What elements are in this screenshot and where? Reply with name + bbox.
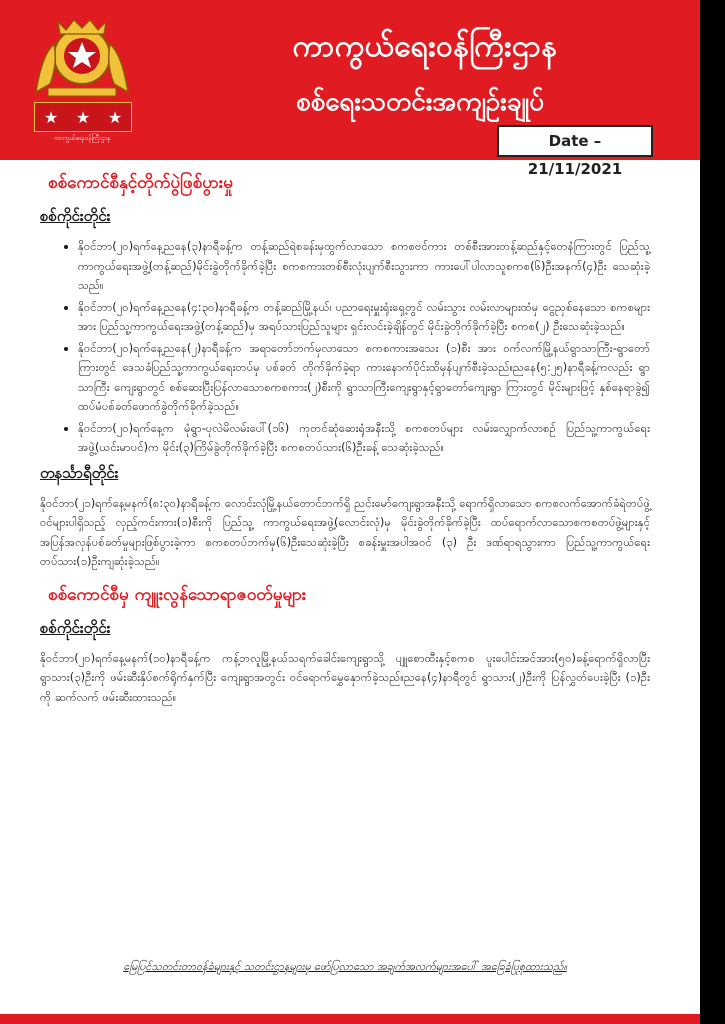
date-badge: Date – 21/11/2021 (497, 125, 653, 157)
sagaing-clash-list (40, 237, 650, 458)
source-disclaimer: မြေပြင်သတင်းတာဝန်ခံများနှင့် သတင်းဌာနများမှ ဖော်ပြလာသော အချက်အလက်များအပေါ် အခြေခံပြုစုထားသည်။ (123, 960, 567, 973)
bulletin-body (40, 172, 650, 719)
header-banner (0, 0, 700, 178)
list-item: • နိုဝင်ဘာ(၂၀)ရက်နေ့ညနေ(၃)နာရီခန့်က တန့်ဆည်ရဲစခန်းမှထွက်လာသော စကစဗင်ကား တစ်စီးအားတန့်ဆည်နှင့်တေနံကြားတွင် ပြည်သူ့ကာကွယ်ရေးအဖွဲ့(တန့်ဆည်)မိုင်းခွဲတိုက်ခိုက်ခဲ့ပြီး စကစကားတစ်စီးလုံးပျက်စီးသွားကာ ကားပေါ်ပါလာသူစကစ(၆)ဦးအနက်(၄)ဦး သေဆုံးခဲ့သည်။ (78, 237, 650, 296)
star-icon: ★ (75, 107, 91, 127)
logo-caption: ကာကွယ်ရေးဝန်ကြီးဌာန (53, 134, 111, 142)
sagaing-crimes-paragraph: နိုဝင်ဘာ(၂၀)ရက်နေ့မနက်(၁၀)နာရီခန့်က ကန့်ဘလူမြို့နယ်သရက်ခေါင်းကျေးရွာသို့ ပျူစောထီးနှင့်စကစ ပူးပေါင်းအင်အား(၅၀)ခန့်ရောက်ရှိလာပြီး ရွာသား(၃)ဦးကို ဖမ်းဆီးနှိပ်စက်ရိုက်နှက်ပြီး ကျေးရွာအတွင်း ဝင်ရောက်မွှေနှောက်ခဲ့သည်။ညနေ(၄)နာရီတွင် ရွာသား(၂)ဦးကို ပြန်လွှတ်ပေးခဲ့ပြီး (၁)ဦးကို ဆက်လက် ဖမ်းဆီးထားသည်။ (40, 650, 650, 704)
right-edge-band (700, 0, 725, 1024)
state-emblem-logo (28, 14, 136, 144)
list-item: • နိုဝင်ဘာ(၂၀)ရက်နေ့ညနေ(၄:၃၀)နာရီခန့်က တန့်ဆည်မြို့နယ်၊ ပညာရေးမှူးရုံးရှေ့တွင် လမ်းသွား လမ်းလာများထံမှ ငွေညှစ်နေသော စကစများအား ပြည်သူ့ကာကွယ်ရေးအဖွဲ့(တန့်ဆည်)မှ အရပ်သားပြည်သူများ ရှင်းလင်းခဲ့ချိန်တွင် မိုင်းခွဲတိုက်ခိုက်ခဲ့ပြီး စကစ(၂) ဦးသေဆုံးခဲ့သည်။ (78, 298, 650, 337)
region-heading-sagaing: စစ်ကိုင်းတိုင်း (40, 207, 111, 225)
list-item: • နိုဝင်ဘာ(၂၀)ရက်နေ့ညနေ(၂)နာရီခန့်က အရာတော်ဘက်မှလာသော စကစကားအသေး (၁)စီး အား ဝက်လက်မြို့နယ်ရွာသာကြီး-ရွာတော်ကြားတွင် ဒေသခံပြည်သူ့ကာကွယ်ရေးတပ်မှ ပစ်ခတ် တိုက်ခိုက်ခဲ့ရာ ကားနောက်ပိုင်းထိမှန်ပျက်စီးခဲ့သည်။ညနေ(၅:၂၅)နာရီခန့်ကလည်း ရွာသာကြီး ကျေးရွာတွင် စစ်ဆေးပြီးပြန်လာသောစကစကား(၂)စီးကို ရွာသာကြီးကျေးရွာနှင့်ရွာတော်ကျေးရွာ ကြားတွင် မိုင်းများဖြင့် နှစ်နေရာခွဲ၍ ထပ်မံပစ်ခတ်ဖောက်ခွဲတိုက်ခိုက်ခဲ့သည်။ (78, 339, 650, 417)
lion-emblem-icon (28, 14, 136, 100)
section-title-crimes: စစ်ကောင်စီမှ ကျူးလွန်သောရာဇဝတ်မှုများ (48, 584, 307, 605)
star-icon: ★ (107, 107, 123, 127)
ministry-title: ကာကွယ်ရေးဝန်ကြီးဌာန (292, 29, 558, 64)
list-item: • နိုဝင်ဘာ(၂၀)ရက်နေ့က မုံရွာ-ပုလဲမိလမ်းပေါ်(၁၆) ကုတင်ဆုံဆေးရုံအနီးသို့ စကစတပ်များ လမ်းလျှောက်လာစဉ် ပြည်သူ့ကာကွယ်ရေးအဖွဲ့(ယင်းမာပင်)က မိုင်း(၃)ကြိမ်ခွဲတိုက်ခိုက်ခဲ့ပြီး စကစတပ်သား(၆)ဦးခန့် သေဆုံးခဲ့သည်။ (78, 419, 650, 458)
star-icon: ★ (43, 107, 59, 127)
region-heading-tanintharyi: တနင်္သာရီတိုင်း (40, 463, 119, 482)
footer-bar (0, 1014, 700, 1024)
region-heading-sagaing-crimes: စစ်ကိုင်းတိုင်း (40, 618, 111, 637)
emblem-flag (34, 102, 132, 132)
tanintharyi-paragraph: နိုဝင်ဘာ(၂၁)ရက်နေ့မနက်(၈:၃၀)နာရီခန့်က လောင်းလုံမြို့နယ်တောင်ဘက်ရှိ ညင်းမော်ကျေးရွာအနီးသို့ ရောက်ရှိလာသော စကစလက်အောက်ခံရဲတပ်ဖွဲ့ဝင်များပါရှိသည့် လှည့်ကင်းကား(၁)စီးကို ပြည်သူ့ ကာကွယ်ရေးအဖွဲ့(လောင်းလုံ)မှ မိုင်းခွဲတိုက်ခိုက်ခဲ့ပြီး ထပ်ရောက်လာသောစကစတပ်ဖွဲ့များနှင့် အပြန်အလှန်ပစ်ခတ်မှုများဖြစ်ပွားခဲ့ကာ စကစတပ်ဘက်မှ(၆)ဦးသေဆုံးခဲ့ပြီး စခန်းမှူးအပါအဝင် (၃) ဦး ဒဏ်ရာရသွားကာ ပြည်သူ့ကာကွယ်ရေးတပ်သား(၁)ဦးကျဆုံးခဲ့သည်။ (40, 495, 650, 568)
bulletin-title: စစ်ရေးသတင်းအကျဉ်းချုပ် (295, 87, 545, 117)
section-title-clashes: စစ်ကောင်စီနှင့်တိုက်ပွဲဖြစ်ပွားမှု (48, 173, 233, 193)
